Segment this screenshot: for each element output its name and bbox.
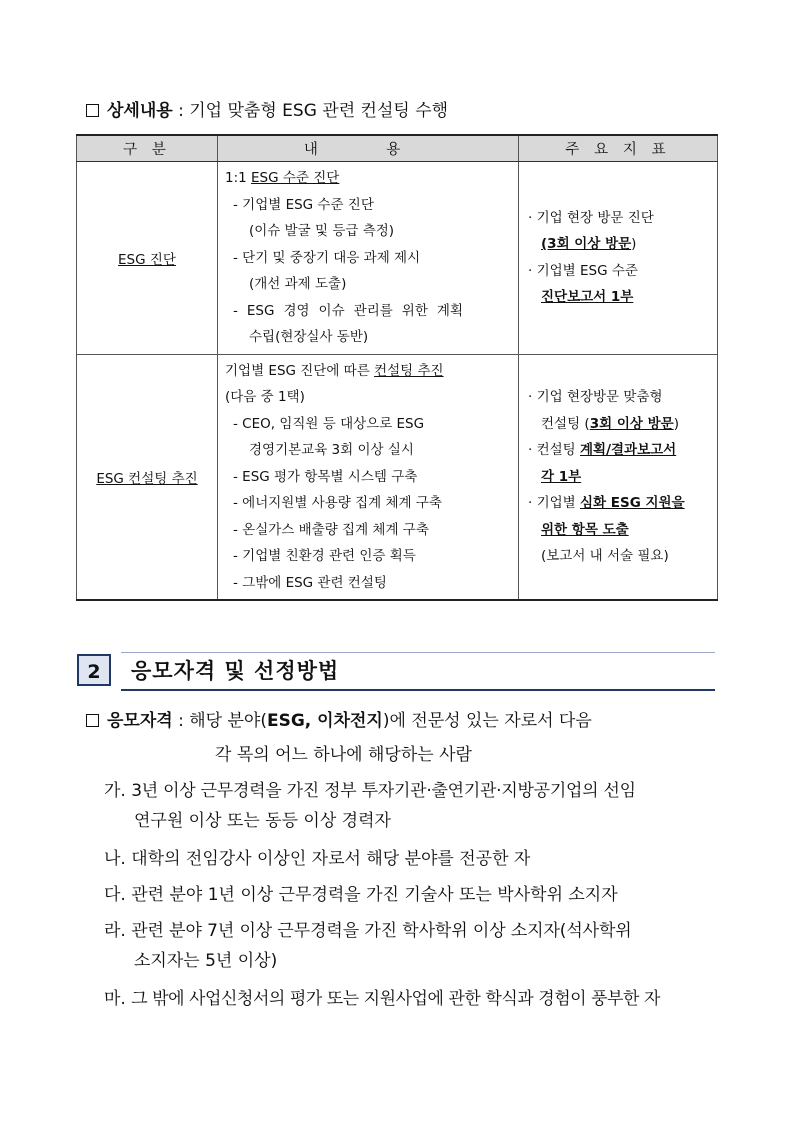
section-number: 2	[77, 654, 111, 686]
kpi-line: 컨설팅 (3회 이상 방문)	[541, 415, 679, 432]
item-label: 마.	[104, 989, 126, 1009]
content-line: - ESG 평가 항목별 시스템 구축	[233, 468, 418, 485]
item-label: 라.	[104, 921, 126, 941]
kpi-line: 진단보고서 1부	[541, 289, 634, 306]
section-top-rule	[121, 652, 715, 653]
content-line: 수립(현장실사 동반)	[249, 329, 369, 345]
section-underline	[121, 689, 715, 691]
item-text: 그 밖에 사업신청서의 평가 또는 지원사업에 관한 학식과 경험이 풍부한 자	[131, 989, 660, 1009]
header-category: 구 분	[77, 135, 218, 162]
content-line: - 기업별 친환경 관련 인증 획득	[233, 548, 416, 564]
row-category: ESG 컨설팅 추진	[77, 354, 218, 600]
table-row	[77, 354, 718, 600]
row-content	[218, 162, 519, 355]
item-text: 관련 분야 7년 이상 근무경력을 가진 학사학위 이상 소지자(석사학위	[131, 921, 632, 941]
list-item	[104, 916, 632, 941]
content-line: - CEO, 임직원 등 대상으로 ESG	[233, 415, 425, 432]
item-text: 관련 분야 1년 이상 근무경력을 가진 기술사 또는 박사학위 소지자	[131, 885, 618, 905]
kpi-line: 위한 항목 도출	[541, 521, 629, 538]
detail-table	[76, 134, 718, 601]
content-line: - 에너지원별 사용량 집계 체계 구축	[233, 495, 442, 511]
kpi-line: · 기업별 심화 ESG 지원을	[528, 495, 685, 511]
list-item-cont: 연구원 이상 또는 동등 이상 경력자	[134, 811, 391, 831]
kpi-line: · 기업 현장방문 맞춤형	[528, 389, 663, 405]
detail-text: 기업 맞춤형 ESG 관련 컨설팅 수행	[189, 101, 449, 121]
detail-heading: 상세내용	[107, 101, 173, 121]
item-label: 나.	[104, 849, 126, 869]
kpi-line: · 기업 현장 방문 진단	[528, 209, 654, 226]
kpi-line: · 기업별 ESG 수준	[528, 262, 638, 279]
section-heading	[76, 652, 716, 690]
content-line: 기업별 ESG 진단에 따른 컨설팅 추진	[225, 362, 444, 379]
row-kpi	[519, 354, 718, 600]
list-item	[104, 844, 530, 869]
qualification-text: 해당 분야(	[189, 711, 267, 731]
item-text: 3년 이상 근무경력을 가진 정부 투자기관·출연기관·지방공기업의 선임	[131, 781, 636, 801]
detail-heading-line	[86, 96, 448, 121]
content-line: (개선 과제 도출)	[249, 276, 347, 292]
detail-sep: :	[172, 101, 190, 121]
kpi-line: 각 1부	[541, 468, 582, 485]
content-line: 경영기본교육 3회 이상 실시	[249, 442, 414, 458]
content-line: (이슈 발굴 및 등급 측정)	[249, 223, 395, 239]
content-line: - 기업별 ESG 수준 진단	[233, 196, 374, 213]
table-row	[77, 162, 718, 355]
row-kpi	[519, 162, 718, 355]
content-line: (다음 중 1택)	[225, 389, 305, 405]
row-category: ESG 진단	[77, 162, 218, 355]
content-line: - 온실가스 배출량 집계 체계 구축	[233, 521, 429, 538]
qualification-text-end: )에 전문성 있는 자로서 다음	[382, 711, 592, 731]
item-label: 가.	[104, 781, 126, 801]
content-line: - ESG 경영 이슈 관리를 위한 계획	[233, 302, 463, 319]
header-kpi: 주 요 지 표	[519, 135, 718, 162]
checkbox-square-icon	[86, 714, 99, 727]
content-line: - 단기 및 중장기 대응 과제 제시	[233, 249, 421, 266]
item-text: 대학의 전임강사 이상인 자로서 해당 분야를 전공한 자	[131, 849, 531, 869]
list-item	[104, 880, 618, 905]
list-item	[104, 776, 636, 801]
checkbox-square-icon	[86, 104, 99, 117]
qualification-sep: :	[172, 711, 190, 731]
kpi-line: (보고서 내 서술 필요)	[541, 548, 669, 564]
kpi-line: · 컨설팅 계획/결과보고서	[528, 442, 677, 458]
kpi-line: (3회 이상 방문)	[541, 236, 637, 253]
item-label: 다.	[104, 885, 126, 905]
row-content	[218, 354, 519, 600]
qualification-line2: 각 목의 어느 하나에 해당하는 사람	[215, 745, 472, 765]
qualification-bold: ESG, 이차전지	[266, 711, 383, 731]
content-line: - 그밖에 ESG 관련 컨설팅	[233, 574, 387, 591]
qualification-heading: 응모자격	[107, 711, 173, 731]
header-content: 내 용	[218, 135, 519, 162]
qualification-line	[86, 706, 592, 731]
content-line: 1:1 ESG 수준 진단	[225, 170, 340, 186]
list-item-cont: 소지자는 5년 이상)	[134, 951, 278, 971]
table-header-row	[77, 135, 718, 162]
section-title: 응모자격 및 선정방법	[131, 659, 340, 683]
list-item	[104, 984, 660, 1009]
